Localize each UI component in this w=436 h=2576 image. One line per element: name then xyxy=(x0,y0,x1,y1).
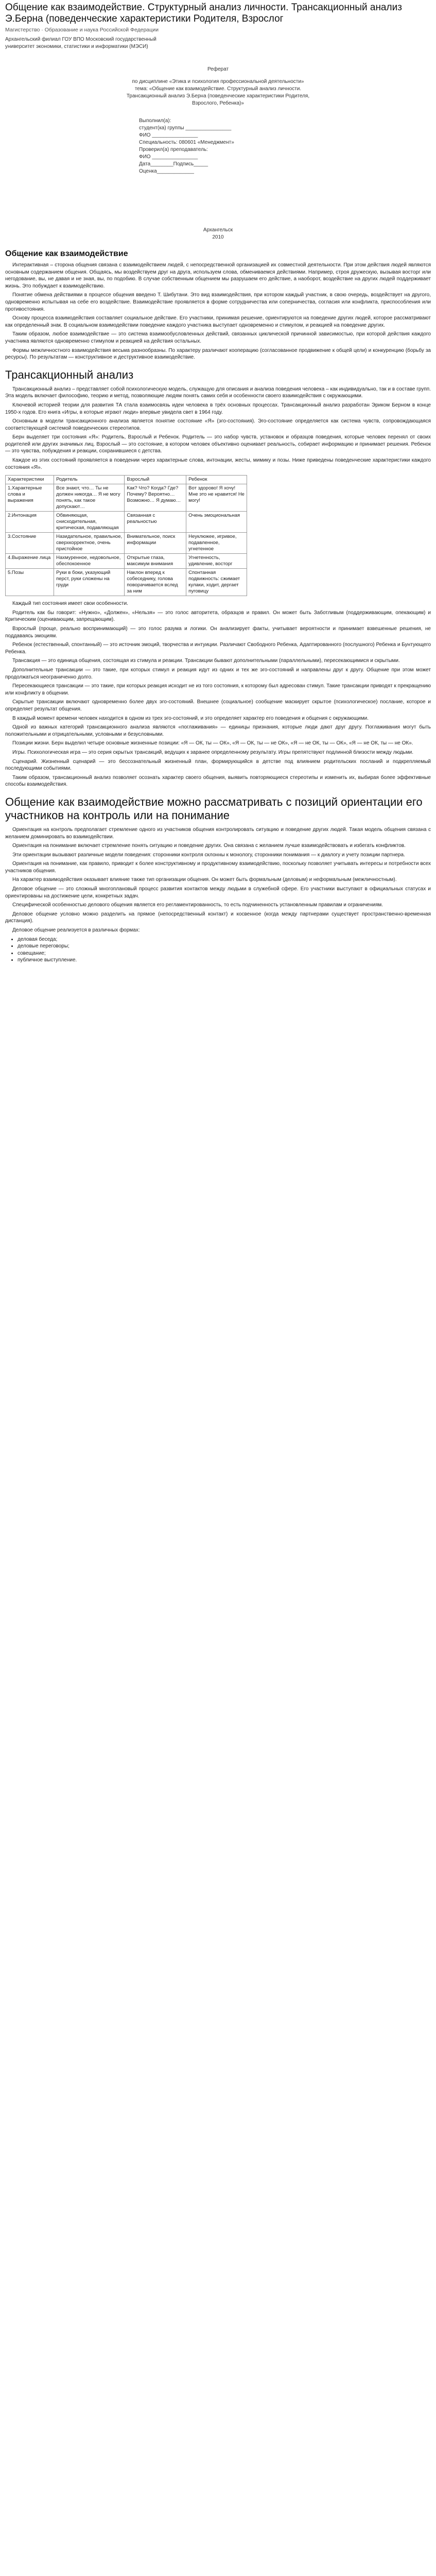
ego-states-table xyxy=(5,475,247,596)
section-heading: Общение как взаимодействие можно рассматривать с позиций ориентации его участников на контроль или на понимание xyxy=(5,795,423,822)
table-cell: Неуклюжее, игривое, подавленное, угнетенное xyxy=(186,533,247,554)
paragraph: На характер взаимодействия оказывает влияние также тип организации общения. Он может быть формальным (деловым) и неформальным (межличностным). xyxy=(12,877,397,883)
paragraph: Каждый тип состояния имеет свои особенности. xyxy=(12,601,128,607)
tp-line: по дисциплине «Этика и психология профессиональной деятельности» xyxy=(132,79,304,84)
paragraph: Интерактивная – сторона общения связана с взаимодействием людей, с непосредственной организацией их совместной деятельности. При этом действия людей являются основным содержанием общения. Общаясь, мы воздействуем друг на друга, используем слова, обмениваемся действиями. Например, строя дружескую, вызывая восторг или негодование, вы, не давая и не зная, вы, по подобию. В случае собственным общением мы разрушаем его действие, а наоборот, воздействие на других людей поддерживает жизнь. Это побуждает к взаимодействию. xyxy=(5,262,431,289)
table-cell: Наклон вперед к собеседнику, голова поворачивается вслед за ним xyxy=(125,569,186,596)
tp-line: Выполнил(а): xyxy=(139,118,171,124)
tp-line: Дата________Подпись_____ xyxy=(139,161,208,167)
table-cell: Угнетенность, удивление, восторг xyxy=(186,554,247,569)
table-cell: Обвиняющая, снисходительная, критическая, подавляющая xyxy=(54,512,125,533)
paragraph: Взрослый (проще, реально воспринимающий) — это голос разума и логики. Он анализирует факты, учитывает вероятности и принимает взвешенные решения, не поддаваясь эмоциям. xyxy=(5,626,431,639)
tp-line: университет экономики, статистики и информатики (МЭСИ) xyxy=(5,44,148,49)
table-cell: Нахмуренное, недовольное, обеспокоенное xyxy=(54,554,125,569)
paragraph: Формы межличностного взаимодействия весьма разнообразны. По характеру различают кооперацию (согласованное продвижение к общей цели) и конкуренцию (борьбу за ресурсы). По результатам — конструктивное и деструктивное взаимодействие. xyxy=(5,347,431,361)
table-cell: 1.Характерные слова и выражения xyxy=(6,484,54,512)
list-item: • публичное выступление. xyxy=(18,957,431,964)
table-cell: Все знают, что… Ты не должен никогда… Я не могу понять, как такое допускают… xyxy=(54,484,125,512)
table-header-cell: Характеристики xyxy=(6,476,54,484)
table-cell: Очень эмоциональная xyxy=(186,512,247,533)
bullet-list xyxy=(18,936,431,964)
tp-line: Оценка_____________ xyxy=(139,168,194,174)
paragraph: Основным в модели трансакционного анализа является понятие состояние «Я» (эго-состояния). Эго-состояние определяется как система чувств, сопровождающаяся соответствующей системой поведенческих стереотипов. xyxy=(5,418,431,431)
tp-line: Проверил(а) преподаватель: xyxy=(139,147,208,152)
paragraph: Трансакционный анализ – представляет собой психологическую модель, служащую для описания и анализа поведения человека – как индивидуально, так и в составе групп. Эта модель включает философию, теорию и метод, позволяющие людям понять самих себя и особенности своего взаимодействия с окружающими. xyxy=(5,386,431,399)
paragraph: Деловое общение реализуется в различных формах: xyxy=(12,927,140,934)
paragraph: Игры. Психологическая игра — это серия скрытых трансакций, ведущих к заранее определенному результату. Игры препятствуют подлинной близости между людьми. xyxy=(12,749,414,755)
tp-line: Трансакционный анализ Э.Берна (поведенческие характеристики Родителя, xyxy=(126,93,310,99)
paragraph: Ориентация на понимание включает стремление понять ситуацию и поведение других. Она связана с желанием лучше взаимодействовать и избегать конфликтов. xyxy=(12,843,406,849)
table-cell: 3.Состояние xyxy=(6,533,54,554)
paragraph: Одной из важных категорий трансакционного анализа являются «поглаживания» — единицы признания, которые люди дают друг другу. Поглаживания могут быть положительными и отрицательными, условными и безусловными. xyxy=(5,724,431,737)
paragraph: Сценарий. Жизненный сценарий — это бессознательный жизненный план, формирующийся в детстве под влиянием родительских посланий и подкрепляемый последующими событиями. xyxy=(5,758,431,772)
list-item: • деловые переговоры; xyxy=(18,943,431,950)
table-cell: 5.Позы xyxy=(6,569,54,596)
tp-line: студент(ка) группы ________________ xyxy=(139,125,232,131)
table-row xyxy=(6,512,247,533)
paragraph: Родитель как бы говорит: «Нужно», «Должен», «Нельзя» — это голос авторитета, образцов и правил. Он может быть Заботливым (поддерживающим, опекающим) и Критическим (оценивающим, запрещающим). xyxy=(5,609,431,623)
paragraph: Специфической особенностью делового общения является его регламентированность, то есть подчиненность установленным правилам и ограничениям. xyxy=(12,902,383,908)
paragraph: Ключевой историей теории для развития ТА стала взаимосвязь идеи человека в трёх основных процессах. Трансакционный анализ разработан Эриком Берном в конце 1950-х годов. Его книга «Игры, в которые играют люди» впервые увидела свет в 1964 году. xyxy=(5,402,431,415)
table-cell: Назидательное, правильное, сверхкорректное, очень пристойное xyxy=(54,533,125,554)
paragraph: Таким образом, трансакционный анализ позволяет осознать характер своего общения, выявить повторяющиеся стереотипы и изменить их, выбирая более эффективные способы взаимодействия. xyxy=(5,774,431,788)
tp-line: Архангельск xyxy=(203,227,233,233)
paragraph: Каждое из этих состояний проявляется в поведении через характерные слова, интонации, жесты, мимику и позы. Ниже приведены поведенческие характеристики каждого состояния «Я». xyxy=(5,457,431,470)
table-cell: Внимательное, поиск информации xyxy=(125,533,186,554)
table-header-cell: Взрослый xyxy=(125,476,186,484)
paragraph: Эти ориентации вызывают различные модели поведения: сторонники контроля склонны к монологу, сторонники понимания — к диалогу и учету позиции партнера. xyxy=(12,852,405,858)
document xyxy=(0,0,436,964)
table-cell: Вот здорово! Я хочу! Мне это не нравится! Не могу! xyxy=(186,484,247,512)
paragraph: Ориентация на контроль предполагает стремление одного из участников общения контролировать ситуацию и поведение других людей. Такая модель общения связана с желанием доминировать во взаимодействии. xyxy=(5,826,431,840)
table-row xyxy=(6,554,247,569)
tp-line: Реферат xyxy=(207,66,229,72)
paragraph: Пересекающиеся трансакции — это такие, при которых реакция исходит не из того состояния, к которому был адресован стимул. Такие трансакции приводят к прекращению или конфликту в общении. xyxy=(5,683,431,696)
table-header-cell: Ребенок xyxy=(186,476,247,484)
page-title: Общение как взаимодействие. Структурный анализ личности. Трансакционный анализ Э.Берна (поведенческие характеристики Родителя, Взрослог xyxy=(5,2,402,24)
tp-line: Взрослого, Ребенка)» xyxy=(192,100,244,106)
paragraph: Дополнительные трансакции — это такие, при которых стимул и реакция идут из одних и тех же эго-состояний и направлены друг к другу. Общение при этом может продолжаться неограниченно долго. xyxy=(5,667,431,680)
tp-line: Архангельский филиал ГОУ ВПО Московский государственный xyxy=(5,37,156,42)
paragraph: Позиции жизни. Берн выделил четыре основные жизненные позиции: «Я — ОК, ты — ОК», «Я — ОК, ты — не ОК», «Я — не ОК, ты — ОК», «Я — не ОК, ты — не ОК». xyxy=(12,740,413,747)
section-heading: Общение как взаимодействие xyxy=(5,249,128,258)
paragraph: В каждый момент времени человек находится в одном из трех эго-состояний, и это определяет характер его поведения и общения с окружающими. xyxy=(12,715,369,721)
table-row xyxy=(6,569,247,596)
paragraph: Ребенок (естественный, спонтанный) — это источник эмоций, творчества и интуиции. Различают Свободного Ребенка, Адаптированного (послушного) Ребенка и Бунтующего Ребенка. xyxy=(5,642,431,655)
table-cell: Как? Что? Когда? Где? Почему? Вероятно… Возможно… Я думаю… xyxy=(125,484,186,512)
table-cell: Связанная с реальностью xyxy=(125,512,186,533)
paragraph: Деловое общение — это сложный многоплановый процесс развития контактов между людьми в служебной сфере. Его участники выступают в официальных статусах и ориентированы на достижение цели, конкретных задач. xyxy=(5,886,431,899)
paragraph: Понятие обмена действиями в процессе общения введено Т. Шибутани. Это вид взаимодействия, при котором каждый участник, в свою очередь, воздействует на другого, одновременно испытывая на себе его воздействие. Взаимодействие проявляется в форме сотрудничества или соперничества, согласия или конфликта, приспособления или противостояния. xyxy=(5,292,431,312)
title-page xyxy=(5,36,431,241)
table-row xyxy=(6,484,247,512)
table-cell: Спонтанная подвижность: сжимает кулаки, ходит, дергает пуговицу xyxy=(186,569,247,596)
paragraph: Ориентация на понимание, как правило, приводит к более конструктивному и продуктивному взаимодействию, поскольку позволяет учитывать интересы и потребности всех участников общения. xyxy=(5,861,431,874)
paragraph: Деловое общение условно можно разделить на прямое (непосредственный контакт) и косвенное (когда между партнерами существует пространственно-временная дистанция). xyxy=(5,911,431,924)
paragraph: Таким образом, любое взаимодействие — это система взаимообусловленных действий, связанных циклической причинной зависимостью, при которой действия каждого участника являются одновременно стимулом и реакцией на действия остальных. xyxy=(5,331,431,344)
tp-line: Специальность: 080601 «Менеджмент» xyxy=(139,140,234,145)
table-cell: Открытые глаза, максимум внимания xyxy=(125,554,186,569)
tp-line: тема: «Общение как взаимодействие. Структурный анализ личности. xyxy=(134,86,302,92)
table-row xyxy=(6,533,247,554)
table-cell: 4.Выражение лица xyxy=(6,554,54,569)
table-header-cell: Родитель xyxy=(54,476,125,484)
list-item: • совещание; xyxy=(18,950,431,957)
paragraph: Основу процесса взаимодействия составляет социальное действие. Его участники, принимая решение, ориентируются на поведение других людей, которое рассматривают как определенный знак. В социальном взаимодействии поведение каждого участника выступает одновременно и стимулом, и реакцией на поведение других. xyxy=(5,315,431,328)
section-heading: Трансакционный анализ xyxy=(5,368,134,381)
paragraph: Трансакция — это единица общения, состоящая из стимула и реакции. Трансакции бывают дополнительными (параллельными), пересекающимися и скрытыми. xyxy=(12,658,400,664)
table-cell: 2.Интонация xyxy=(6,512,54,533)
paragraph: Скрытые трансакции включают одновременно более двух эго-состояний. Внешнее (социальное) сообщение маскирует скрытое (психологическое) послание, которое и определяет результат общения. xyxy=(5,699,431,712)
table-header-row xyxy=(6,476,247,484)
doc-meta: Магистерство · Образование и наука Российской Федерации xyxy=(5,27,159,33)
tp-line: 2010 xyxy=(212,234,224,240)
tp-line: ФИО ________________ xyxy=(139,154,198,160)
list-item: • деловая беседа; xyxy=(18,936,431,943)
tp-line: ФИО ________________ xyxy=(139,132,198,138)
table-cell: Руки в боки, указующий перст, руки сложены на груди xyxy=(54,569,125,596)
paragraph: Берн выделяет три состояния «Я»: Родитель, Взрослый и Ребенок. Родитель — это набор чувств, установок и образцов поведения, которые человек перенял от своих родителей или других значимых лиц. Взрослый — это состояние, в котором человек объективно оценивает реальность, собирает информацию и принимает решения. Ребенок — это чувства, побуждения и реакции, сохранившиеся с детства. xyxy=(5,434,431,454)
